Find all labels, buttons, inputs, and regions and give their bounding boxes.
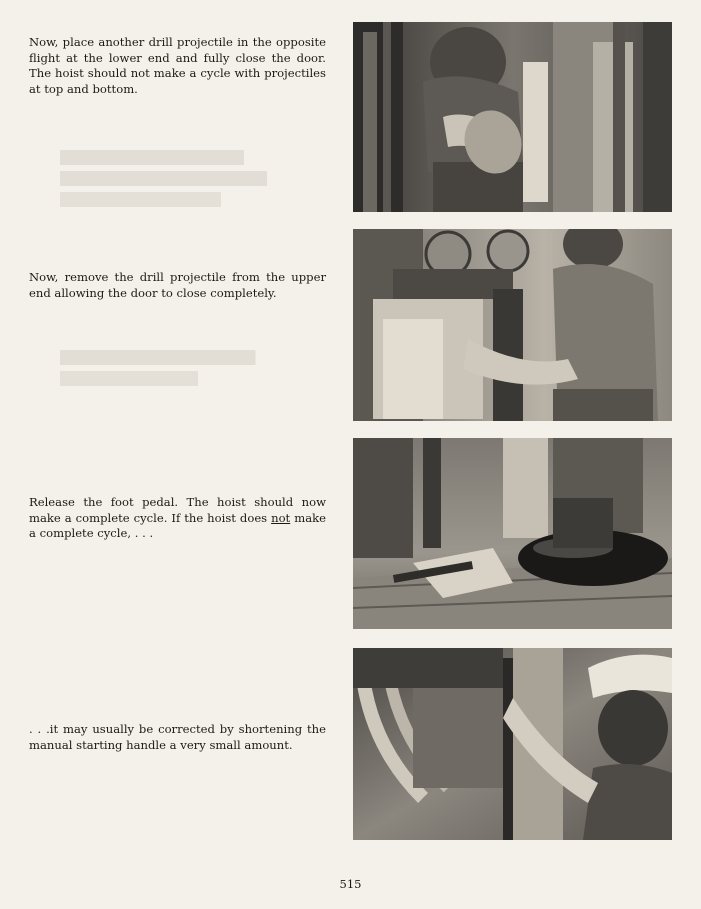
photo-3-image [353,438,672,629]
bleed-through-text [60,150,290,207]
instruction-1: Now, place another drill projectile in the opposite flight at the lower end and fully close the door. The hoist should not make a cycle with projectiles at top and bottom. [29,35,326,96]
instruction-3-tail: make a complete cycle, . . . [29,510,326,540]
photo-removing-projectile [353,229,672,421]
instruction-2: Now, remove the drill projectile from the upper end allowing the door to close completely. [29,270,326,300]
photo-1-image [353,22,672,212]
photo-2-image [353,229,672,421]
instruction-3-emphasis: not [271,510,291,525]
instruction-4: . . .it may usually be corrected by shortening the manual starting handle a very small amount. [29,722,326,752]
bleed-through-text [60,350,290,386]
instruction-3 [29,495,326,542]
page-number: 515 [339,877,362,891]
photo-4-image [353,648,672,840]
photo-adjusting-handle [353,648,672,840]
photo-loading-projectile [353,22,672,212]
photo-foot-pedal [353,438,672,629]
instruction-3-lead: Release the foot pedal. The hoist should now make a complete cycle. If the hoist does [29,495,326,525]
